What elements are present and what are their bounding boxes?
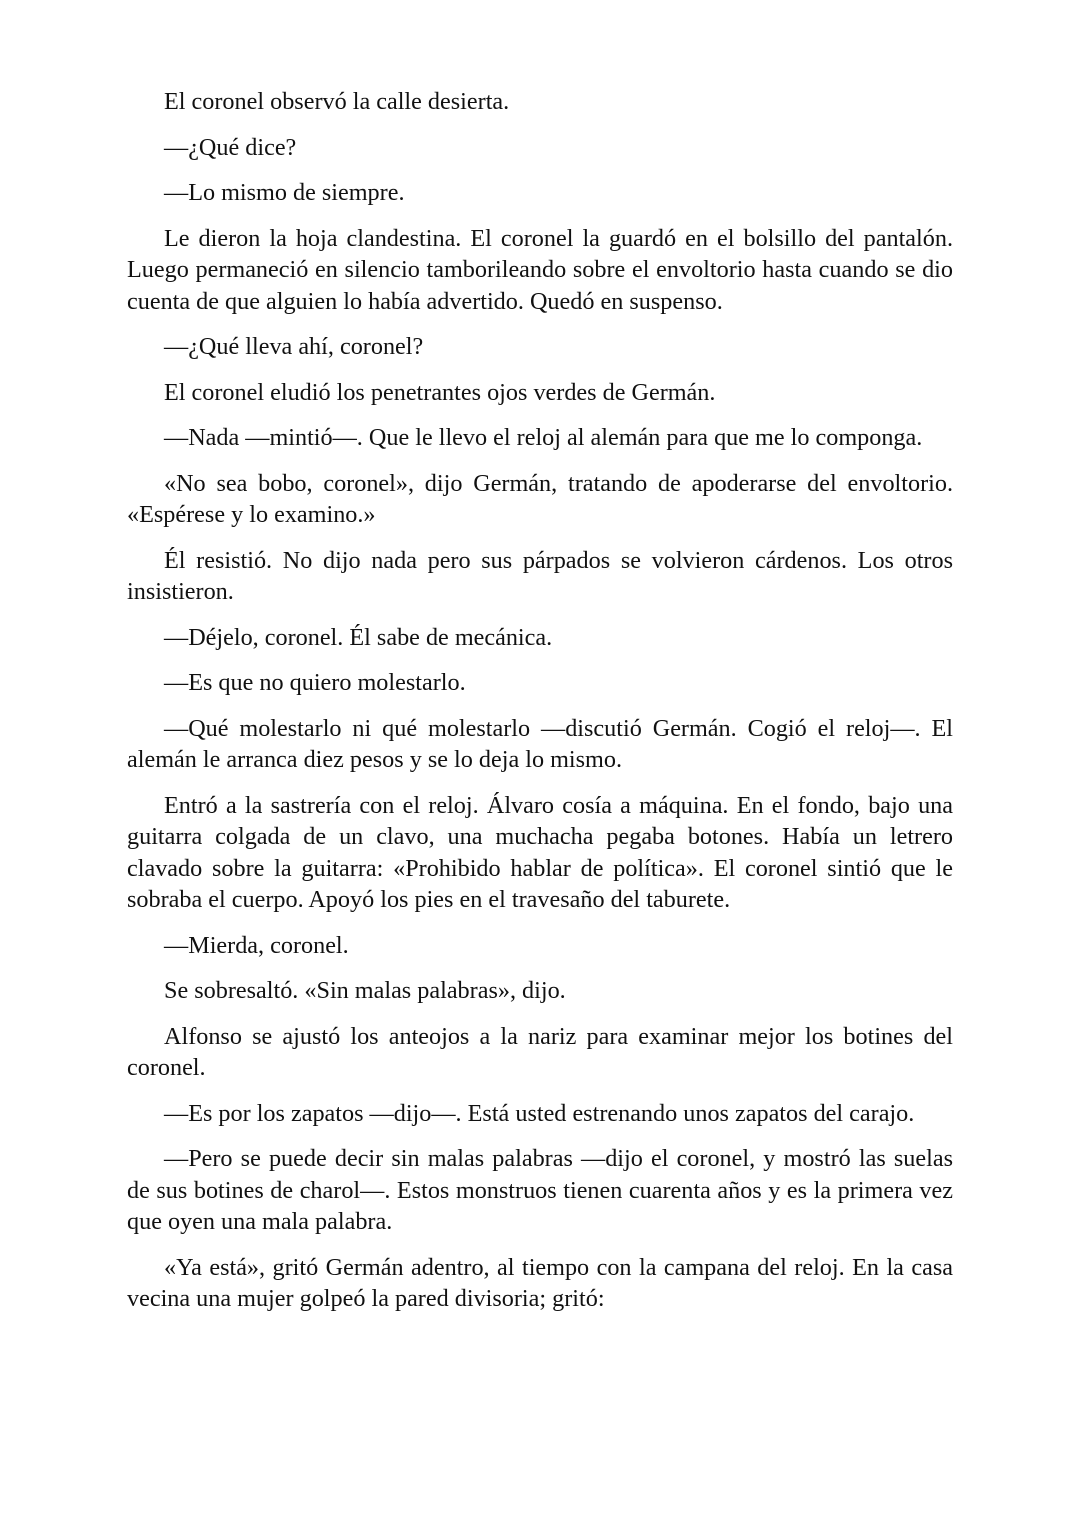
paragraph: —Qué molestarlo ni qué molestarlo —discutió Germán. Cogió el reloj—. El alemán le arranca diez pesos y se lo deja lo mismo.	[127, 714, 953, 773]
paragraph: Le dieron la hoja clandestina. El coronel la guardó en el bolsillo del pantalón. Luego permaneció en silencio tamborileando sobre el envoltorio hasta cuando se dio cuenta de que alguien lo había advertido. Quedó en suspenso.	[127, 224, 953, 315]
paragraph: —Pero se puede decir sin malas palabras —dijo el coronel, y mostró las suelas de sus botines de charol—. Estos monstruos tienen cuarenta años y es la primera vez que oyen una mala palabra.	[127, 1145, 953, 1235]
paragraph: —Mierda, coronel.	[164, 931, 349, 959]
paragraph: Se sobresaltó. «Sin malas palabras», dijo.	[164, 977, 566, 1004]
paragraph: Entró a la sastrería con el reloj. Álvaro cosía a máquina. En el fondo, bajo una guitarra colgada de un clavo, una muchacha pegaba botones. Había un letrero clavado sobre la guitarra: «Prohibido hablar de política». El coronel sintió que le sobraba el cuerpo. Apoyó los pies en el travesaño del taburete.	[127, 791, 953, 913]
paragraph: —Lo mismo de siempre.	[164, 179, 405, 206]
paragraph: —Es por los zapatos —dijo—. Está usted estrenando unos zapatos del carajo.	[164, 1099, 915, 1127]
paragraph: «No sea bobo, coronel», dijo Germán, tratando de apoderarse del envoltorio. «Espérese y lo examino.»	[127, 469, 953, 528]
book-page	[127, 86, 953, 1329]
paragraph: —Es que no quiero molestarlo.	[164, 669, 466, 696]
paragraph: —¿Qué lleva ahí, coronel?	[164, 333, 424, 360]
paragraph: Alfonso se ajustó los anteojos a la nariz para examinar mejor los botines del coronel.	[127, 1022, 953, 1081]
paragraph: El coronel observó la calle desierta.	[164, 88, 510, 115]
paragraph: Él resistió. No dijo nada pero sus párpados se volvieron cárdenos. Los otros insistieron.	[127, 546, 953, 605]
paragraph: —Déjelo, coronel. Él sabe de mecánica.	[164, 623, 553, 651]
paragraph: —¿Qué dice?	[164, 133, 297, 161]
paragraph: El coronel eludió los penetrantes ojos verdes de Germán.	[164, 378, 716, 406]
paragraph: —Nada —mintió—. Que le llevo el reloj al alemán para que me lo componga.	[164, 424, 923, 451]
paragraph: «Ya está», gritó Germán adentro, al tiempo con la campana del reloj. En la casa vecina una mujer golpeó la pared divisoria; gritó:	[127, 1253, 953, 1312]
